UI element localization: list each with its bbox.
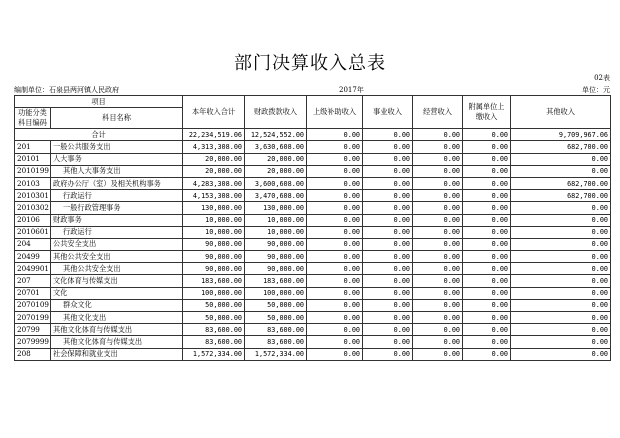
row-business-value: 0.00 — [363, 202, 413, 214]
row-fiscal-value: 50,000.00 — [245, 312, 307, 324]
header-fiscal: 财政拨款收入 — [245, 96, 307, 129]
row-subsidy-value: 0.00 — [307, 129, 363, 141]
row-function-code: 20701 — [15, 287, 51, 299]
row-affiliated-value: 0.00 — [463, 141, 511, 153]
table-row — [15, 202, 611, 214]
table-row — [15, 165, 611, 177]
row-business-value: 0.00 — [363, 336, 413, 348]
row-function-code: 2010601 — [15, 226, 51, 238]
row-total-value: 4,313,308.00 — [183, 141, 245, 153]
row-other-value: 0.00 — [511, 238, 611, 250]
currency-unit: 单位：元 — [582, 86, 610, 94]
table-row — [15, 238, 611, 250]
row-business-value: 0.00 — [363, 275, 413, 287]
table-row — [15, 141, 611, 153]
header-other: 其他收入 — [511, 96, 611, 129]
row-subject-name: 文化 — [51, 287, 183, 299]
row-subsidy-value: 0.00 — [307, 324, 363, 336]
row-total-value: 4,283,308.00 — [183, 177, 245, 189]
row-total-value: 90,000.00 — [183, 263, 245, 275]
row-function-code: 201 — [15, 141, 51, 153]
row-total-value: 20,000.00 — [183, 153, 245, 165]
row-subsidy-value: 0.00 — [307, 251, 363, 263]
row-operation-value: 0.00 — [413, 190, 463, 202]
table-row — [15, 177, 611, 189]
row-subsidy-value: 0.00 — [307, 177, 363, 189]
row-subsidy-value: 0.00 — [307, 226, 363, 238]
row-subsidy-value: 0.00 — [307, 275, 363, 287]
table-row — [15, 129, 611, 141]
row-function-code: 204 — [15, 238, 51, 250]
row-affiliated-value: 0.00 — [463, 299, 511, 311]
row-function-code: 20106 — [15, 214, 51, 226]
row-fiscal-value: 1,572,334.00 — [245, 348, 307, 360]
row-subject-name: 行政运行 — [51, 190, 183, 202]
row-operation-value: 0.00 — [413, 141, 463, 153]
row-operation-value: 0.00 — [413, 129, 463, 141]
row-function-code: 2010301 — [15, 190, 51, 202]
table-row — [15, 190, 611, 202]
row-subject-name: 政府办公厅（室）及相关机构事务 — [51, 177, 183, 189]
row-fiscal-value: 20,000.00 — [245, 153, 307, 165]
row-function-code: 20103 — [15, 177, 51, 189]
row-subsidy-value: 0.00 — [307, 153, 363, 165]
row-operation-value: 0.00 — [413, 251, 463, 263]
row-business-value: 0.00 — [363, 177, 413, 189]
row-operation-value: 0.00 — [413, 214, 463, 226]
row-other-value: 0.00 — [511, 275, 611, 287]
row-business-value: 0.00 — [363, 312, 413, 324]
row-fiscal-value: 10,000.00 — [245, 214, 307, 226]
table-row — [15, 251, 611, 263]
row-subject-name: 群众文化 — [51, 299, 183, 311]
row-affiliated-value: 0.00 — [463, 226, 511, 238]
row-fiscal-value: 90,000.00 — [245, 263, 307, 275]
row-business-value: 0.00 — [363, 287, 413, 299]
table-row — [15, 299, 611, 311]
row-other-value: 0.00 — [511, 226, 611, 238]
row-fiscal-value: 50,000.00 — [245, 299, 307, 311]
row-other-value: 682,700.00 — [511, 190, 611, 202]
row-affiliated-value: 0.00 — [463, 263, 511, 275]
row-affiliated-value: 0.00 — [463, 312, 511, 324]
row-subsidy-value: 0.00 — [307, 141, 363, 153]
row-business-value: 0.00 — [363, 226, 413, 238]
row-fiscal-value: 100,000.00 — [245, 287, 307, 299]
row-operation-value: 0.00 — [413, 348, 463, 360]
row-total-value: 83,600.00 — [183, 324, 245, 336]
table-code: 02表 — [594, 74, 610, 82]
row-function-code: 2010199 — [15, 165, 51, 177]
header-operation: 经营收入 — [413, 96, 463, 129]
row-subsidy-value: 0.00 — [307, 190, 363, 202]
row-other-value: 0.00 — [511, 312, 611, 324]
row-operation-value: 0.00 — [413, 312, 463, 324]
row-other-value: 682,700.00 — [511, 141, 611, 153]
row-total-value: 50,000.00 — [183, 312, 245, 324]
table-row — [15, 275, 611, 287]
row-affiliated-value: 0.00 — [463, 190, 511, 202]
organization-label: 编制单位：石泉县两河镇人民政府 — [14, 86, 119, 94]
row-subsidy-value: 0.00 — [307, 165, 363, 177]
row-affiliated-value: 0.00 — [463, 214, 511, 226]
row-affiliated-value: 0.00 — [463, 324, 511, 336]
row-function-code: 2070199 — [15, 312, 51, 324]
row-fiscal-value: 90,000.00 — [245, 238, 307, 250]
row-function-code: 208 — [15, 348, 51, 360]
row-operation-value: 0.00 — [413, 153, 463, 165]
row-total-value: 20,000.00 — [183, 165, 245, 177]
row-function-code: 20101 — [15, 153, 51, 165]
row-business-value: 0.00 — [363, 348, 413, 360]
row-operation-value: 0.00 — [413, 165, 463, 177]
report-meta — [14, 85, 610, 95]
row-subsidy-value: 0.00 — [307, 336, 363, 348]
row-affiliated-value: 0.00 — [463, 129, 511, 141]
row-total-value: 1,572,334.00 — [183, 348, 245, 360]
row-operation-value: 0.00 — [413, 226, 463, 238]
row-subsidy-value: 0.00 — [307, 299, 363, 311]
row-other-value: 0.00 — [511, 165, 611, 177]
row-function-code: 2049901 — [15, 263, 51, 275]
row-other-value: 0.00 — [511, 153, 611, 165]
table-body — [15, 129, 611, 361]
row-subject-name: 财政事务 — [51, 214, 183, 226]
row-affiliated-value: 0.00 — [463, 348, 511, 360]
row-business-value: 0.00 — [363, 238, 413, 250]
row-function-code: 2070109 — [15, 299, 51, 311]
row-total-value: 100,000.00 — [183, 287, 245, 299]
row-total-value: 22,234,519.06 — [183, 129, 245, 141]
row-function-code: 2010302 — [15, 202, 51, 214]
row-operation-value: 0.00 — [413, 324, 463, 336]
table-row — [15, 263, 611, 275]
row-subject-name: 合计 — [15, 129, 183, 141]
row-fiscal-value: 12,524,552.00 — [245, 129, 307, 141]
row-total-value: 50,000.00 — [183, 299, 245, 311]
row-business-value: 0.00 — [363, 141, 413, 153]
row-fiscal-value: 3,470,608.00 — [245, 190, 307, 202]
row-function-code: 207 — [15, 275, 51, 287]
report-year: 2017年 — [339, 86, 364, 94]
row-other-value: 9,709,967.06 — [511, 129, 611, 141]
row-fiscal-value: 83,600.00 — [245, 336, 307, 348]
row-subject-name: 公共安全支出 — [51, 238, 183, 250]
row-total-value: 90,000.00 — [183, 238, 245, 250]
row-total-value: 10,000.00 — [183, 226, 245, 238]
row-business-value: 0.00 — [363, 214, 413, 226]
row-affiliated-value: 0.00 — [463, 287, 511, 299]
row-total-value: 4,153,308.00 — [183, 190, 245, 202]
row-subsidy-value: 0.00 — [307, 214, 363, 226]
row-business-value: 0.00 — [363, 129, 413, 141]
row-function-code: 20799 — [15, 324, 51, 336]
row-affiliated-value: 0.00 — [463, 275, 511, 287]
row-total-value: 130,000.00 — [183, 202, 245, 214]
row-business-value: 0.00 — [363, 299, 413, 311]
row-subject-name: 文化体育与传媒支出 — [51, 275, 183, 287]
header-item: 项目 — [15, 96, 183, 108]
row-other-value: 0.00 — [511, 251, 611, 263]
table-row — [15, 214, 611, 226]
header-subsidy: 上级补助收入 — [307, 96, 363, 129]
row-operation-value: 0.00 — [413, 263, 463, 275]
row-operation-value: 0.00 — [413, 299, 463, 311]
table-row — [15, 324, 611, 336]
row-subsidy-value: 0.00 — [307, 263, 363, 275]
row-other-value: 0.00 — [511, 336, 611, 348]
row-other-value: 0.00 — [511, 348, 611, 360]
row-fiscal-value: 83,600.00 — [245, 324, 307, 336]
row-total-value: 90,000.00 — [183, 251, 245, 263]
row-business-value: 0.00 — [363, 263, 413, 275]
row-subsidy-value: 0.00 — [307, 238, 363, 250]
row-subsidy-value: 0.00 — [307, 287, 363, 299]
row-business-value: 0.00 — [363, 190, 413, 202]
row-affiliated-value: 0.00 — [463, 202, 511, 214]
header-function-code: 功能分类科目编码 — [15, 108, 51, 129]
row-operation-value: 0.00 — [413, 177, 463, 189]
row-fiscal-value: 183,600.00 — [245, 275, 307, 287]
row-total-value: 183,600.00 — [183, 275, 245, 287]
row-fiscal-value: 10,000.00 — [245, 226, 307, 238]
row-affiliated-value: 0.00 — [463, 165, 511, 177]
row-subsidy-value: 0.00 — [307, 348, 363, 360]
header-affiliated: 附属单位上缴收入 — [463, 96, 511, 129]
row-other-value: 0.00 — [511, 299, 611, 311]
row-other-value: 0.00 — [511, 324, 611, 336]
row-affiliated-value: 0.00 — [463, 251, 511, 263]
table-row — [15, 336, 611, 348]
row-other-value: 0.00 — [511, 287, 611, 299]
row-business-value: 0.00 — [363, 324, 413, 336]
row-fiscal-value: 3,600,608.00 — [245, 177, 307, 189]
row-subject-name: 其他文化支出 — [51, 312, 183, 324]
row-operation-value: 0.00 — [413, 287, 463, 299]
row-total-value: 10,000.00 — [183, 214, 245, 226]
row-business-value: 0.00 — [363, 165, 413, 177]
row-other-value: 0.00 — [511, 263, 611, 275]
row-function-code: 2079999 — [15, 336, 51, 348]
header-subject-name: 科目名称 — [51, 108, 183, 129]
row-total-value: 83,600.00 — [183, 336, 245, 348]
row-operation-value: 0.00 — [413, 336, 463, 348]
row-subject-name: 一般行政管理事务 — [51, 202, 183, 214]
table-row — [15, 312, 611, 324]
row-subject-name: 一般公共服务支出 — [51, 141, 183, 153]
table-row — [15, 226, 611, 238]
row-affiliated-value: 0.00 — [463, 177, 511, 189]
row-subject-name: 其他人大事务支出 — [51, 165, 183, 177]
row-operation-value: 0.00 — [413, 275, 463, 287]
row-other-value: 0.00 — [511, 214, 611, 226]
row-fiscal-value: 90,000.00 — [245, 251, 307, 263]
row-function-code: 20499 — [15, 251, 51, 263]
table-row — [15, 348, 611, 360]
row-other-value: 682,700.00 — [511, 177, 611, 189]
row-subsidy-value: 0.00 — [307, 202, 363, 214]
income-summary-table — [14, 95, 611, 361]
row-subject-name: 其他文化体育与传媒支出 — [51, 336, 183, 348]
row-subject-name: 其他文化体育与传媒支出 — [51, 324, 183, 336]
table-row — [15, 153, 611, 165]
row-subject-name: 社会保障和就业支出 — [51, 348, 183, 360]
row-affiliated-value: 0.00 — [463, 153, 511, 165]
row-other-value: 0.00 — [511, 202, 611, 214]
row-fiscal-value: 130,000.00 — [245, 202, 307, 214]
header-business: 事业收入 — [363, 96, 413, 129]
row-subject-name: 行政运行 — [51, 226, 183, 238]
report-title: 部门决算收入总表 — [234, 53, 386, 74]
header-total-income: 本年收入合计 — [183, 96, 245, 129]
row-operation-value: 0.00 — [413, 202, 463, 214]
row-business-value: 0.00 — [363, 251, 413, 263]
row-subject-name: 其他公共安全支出 — [51, 263, 183, 275]
row-fiscal-value: 20,000.00 — [245, 165, 307, 177]
table-row — [15, 287, 611, 299]
row-affiliated-value: 0.00 — [463, 336, 511, 348]
row-affiliated-value: 0.00 — [463, 238, 511, 250]
row-business-value: 0.00 — [363, 153, 413, 165]
row-subsidy-value: 0.00 — [307, 312, 363, 324]
row-fiscal-value: 3,630,608.00 — [245, 141, 307, 153]
row-operation-value: 0.00 — [413, 238, 463, 250]
row-subject-name: 其他公共安全支出 — [51, 251, 183, 263]
row-subject-name: 人大事务 — [51, 153, 183, 165]
